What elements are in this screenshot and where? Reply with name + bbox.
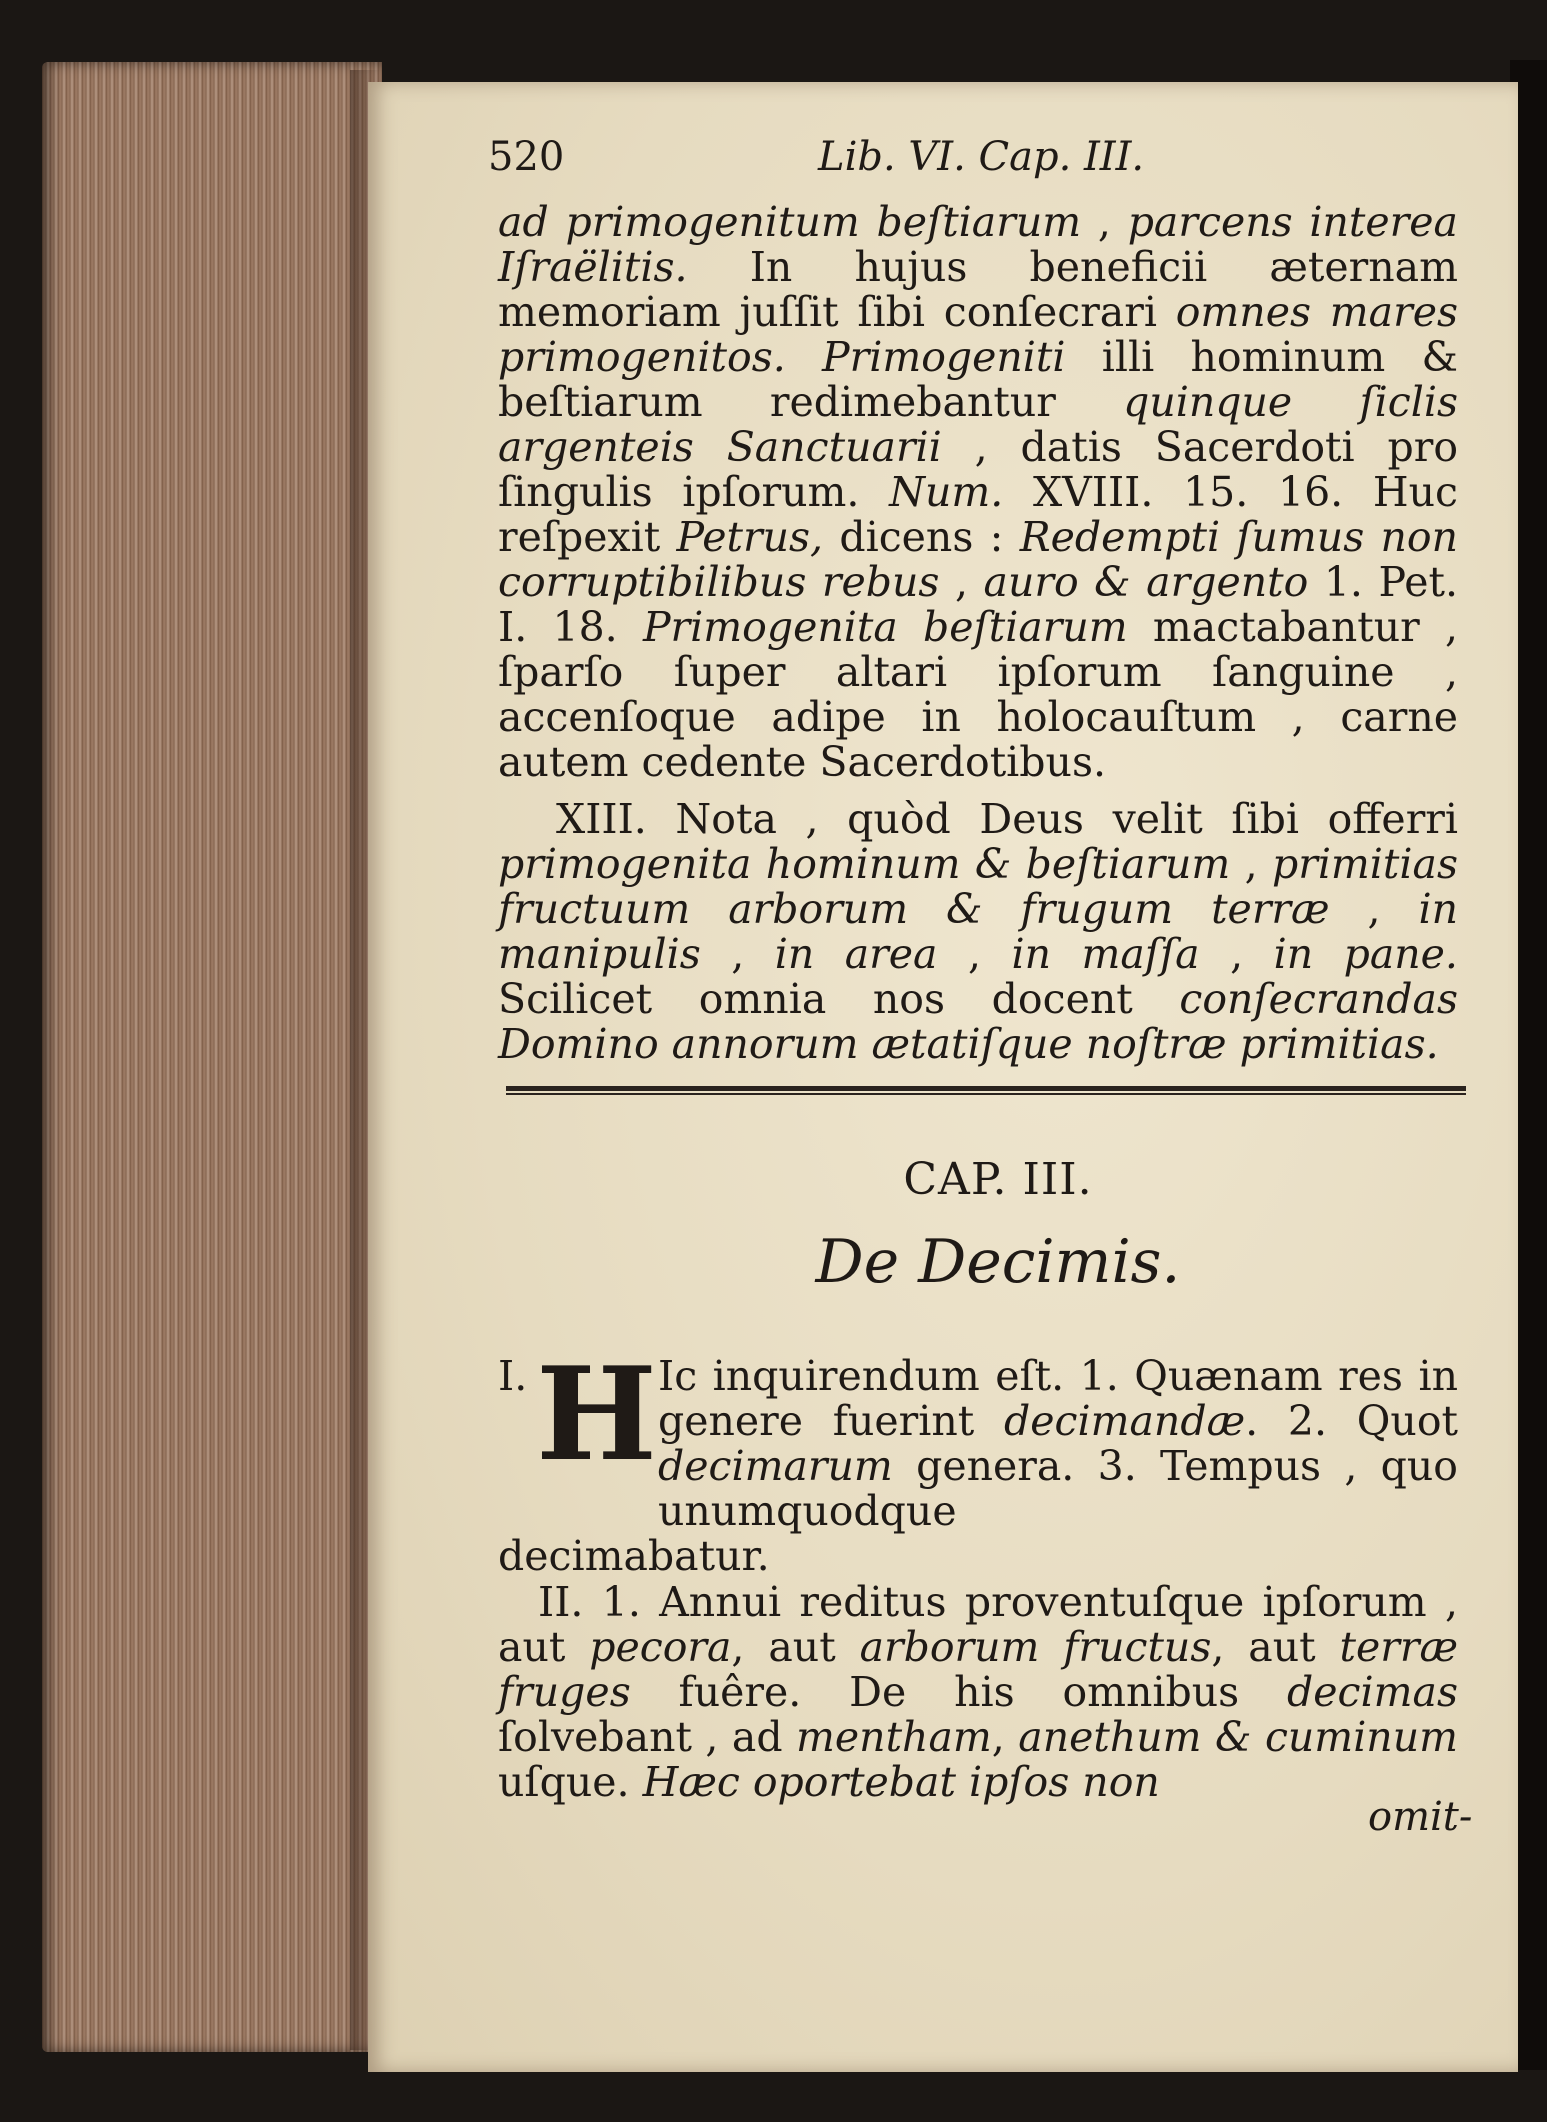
drop-capital: H bbox=[536, 1340, 657, 1490]
italic-run: in manipulis bbox=[498, 885, 1458, 978]
italic-run: arborum fructus bbox=[859, 1623, 1212, 1671]
italic-run: omnes mares primogenitos. Primogeniti bbox=[498, 288, 1459, 381]
text-run: uſque. bbox=[498, 1758, 643, 1806]
text-run: 1. Pet. I. 18. bbox=[498, 558, 1458, 651]
italic-run: terræ fruges bbox=[498, 1623, 1458, 1716]
chapter-label: CAP. III. bbox=[903, 1154, 1093, 1205]
text-run: II. 1. Annui reditus proventuſque ipſorum , aut bbox=[498, 1578, 1458, 1671]
italic-run: Redempti ſumus non corruptibilibus rebus bbox=[498, 513, 1458, 606]
italic-run: Primogenita beſtiarum bbox=[642, 603, 1128, 651]
italic-run: ad primogenitum beſtiarum bbox=[498, 198, 1082, 246]
text-run: , datis Sacerdoti pro ſingulis ipſorum. bbox=[498, 423, 1459, 516]
italic-run: Hæc oportebat ipſos non bbox=[642, 1758, 1160, 1806]
text-run: , bbox=[937, 930, 1012, 978]
text-run: . 2. Quot bbox=[1245, 1397, 1458, 1445]
text-run: , bbox=[700, 930, 775, 978]
text-run: , bbox=[1230, 840, 1272, 888]
italic-run: Num. bbox=[889, 468, 1004, 516]
text-run: genera. 3. Tempus , quo unumquodque bbox=[658, 1442, 1458, 1535]
running-head: Lib. VI. Cap. III. bbox=[818, 134, 1145, 180]
italic-run: primitias fructuum arborum & frugum terræ bbox=[498, 840, 1458, 933]
section-one bbox=[498, 1340, 1458, 1580]
text-run: , bbox=[1081, 198, 1128, 246]
italic-run: in area bbox=[774, 930, 938, 978]
italic-run: conſecrandas Domino annorum ætatiſque noſtræ primitias. bbox=[498, 975, 1458, 1068]
text-run: , bbox=[939, 558, 984, 606]
section-number: I. bbox=[498, 1352, 528, 1400]
text-run: mactabantur , ſparſo ſuper altari ipſorum ſanguine , accenſoque adipe in holocauſtum , carne autem cedente Sacerdotibus. bbox=[498, 603, 1458, 786]
page-number: 520 bbox=[488, 134, 565, 180]
text-run: dicens : bbox=[823, 513, 1020, 561]
text-run: In hujus beneficii æternam memoriam juſſit ſibi conſecrari bbox=[498, 243, 1458, 336]
italic-run: parcens interea Iſraëlitis. bbox=[498, 198, 1458, 291]
italic-run: in pane. bbox=[1273, 930, 1458, 978]
italic-run: Petrus, bbox=[676, 513, 824, 561]
printed-page bbox=[368, 82, 1518, 2072]
italic-run: quinque ſiclis argenteis Sanctuarii bbox=[498, 378, 1458, 471]
section-one-tail: decimabatur. bbox=[498, 1532, 770, 1580]
italic-run: decimandæ bbox=[1004, 1397, 1246, 1445]
section-two bbox=[498, 1580, 1458, 1805]
text-run: fuêre. De his omnibus bbox=[630, 1668, 1288, 1716]
paragraph-xiii bbox=[498, 797, 1458, 1067]
section-rule bbox=[506, 1086, 1466, 1095]
chapter-title: De Decimis. bbox=[815, 1227, 1181, 1297]
text-run: , bbox=[991, 1713, 1019, 1761]
page-header bbox=[488, 134, 1468, 194]
catchword: omit- bbox=[1368, 1794, 1473, 1840]
text-run: XIII. Nota , quòd Deus velit ſibi offerri bbox=[556, 795, 1458, 843]
section-two-paragraph bbox=[498, 1580, 1458, 1805]
italic-run: in maſſa bbox=[1011, 930, 1200, 978]
italic-run: decimas bbox=[1287, 1668, 1458, 1716]
text-run: , aut bbox=[731, 1623, 860, 1671]
italic-run: decimarum bbox=[658, 1442, 893, 1490]
text-run: , bbox=[1199, 930, 1274, 978]
book-fore-edge bbox=[42, 62, 382, 2052]
section-one-lines bbox=[658, 1354, 1458, 1534]
paragraph-primogeniti bbox=[498, 200, 1458, 785]
italic-run: anethum & cuminum bbox=[1018, 1713, 1458, 1761]
text-run: Ic inquirendum eſt. 1. Quænam res in genere fuerint bbox=[658, 1352, 1458, 1445]
italic-run: auro & argento bbox=[983, 558, 1309, 606]
text-run: XVIII. 15. 16. Huc reſpexit bbox=[498, 468, 1458, 561]
italic-run: pecora bbox=[589, 1623, 732, 1671]
text-run: illi hominum & beſtiarum redimebantur bbox=[498, 333, 1458, 426]
top-text-block bbox=[498, 200, 1458, 1067]
text-run: , aut bbox=[1211, 1623, 1340, 1671]
text-run: Scilicet omnia nos docent bbox=[498, 975, 1180, 1023]
italic-run: mentham bbox=[796, 1713, 992, 1761]
text-run: , bbox=[1329, 885, 1419, 933]
italic-run: primogenita hominum & beſtiarum bbox=[498, 840, 1231, 888]
text-run: ſolvebant , ad bbox=[498, 1713, 797, 1761]
